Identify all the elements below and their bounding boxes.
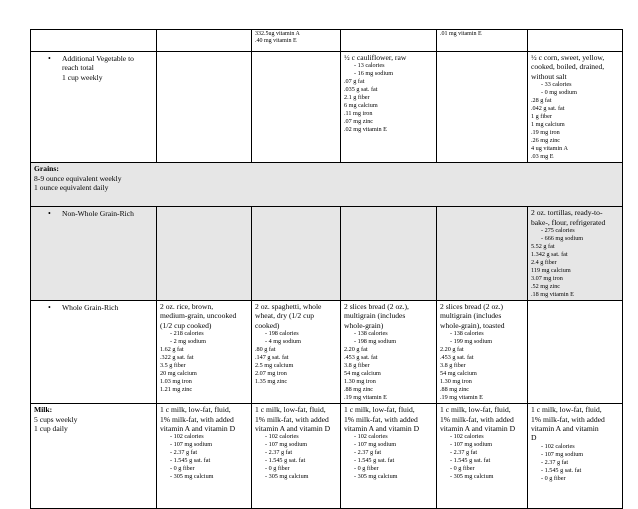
cell-empty (157, 52, 252, 163)
corn-cell: ½ c corn, sweet, yellow, cooked, boiled, drained, without salt - 33 calories - 0 mg sodium .28 g fat .042 g sat. fat 1 g fiber 1 mg calcium .19 mg iron .26 mg zinc 4 ug vitamin A .03 mg E (528, 52, 623, 163)
cell-empty (157, 30, 252, 52)
bread-toasted-cell: 2 slices bread (2 oz.) multigrain (includes whole-grain), toasted - 138 calories - 199 mg sodium 2.20 g fat .453 g sat. fat 3.8 g fiber 54 mg calcium 1.30 mg iron .88 mg zinc .19 mg vitamin E (437, 301, 528, 404)
milk-cell: 1 c milk, low-fat, fluid, 1% milk-fat, with added vitamin A and vitamin D - 102 calories - 107 mg sodium - 2.37 g fat - 1.545 g sat. fat - 0 g fiber - 305 mg calcium (341, 404, 437, 509)
grains-header-cell: Grains: 8-9 ounce equivalent weekly 1 ounce equivalent daily (31, 163, 623, 207)
non-whole-grain-label: • Non-Whole Grain-Rich (31, 207, 157, 301)
tortillas-cell: 2 oz. tortillas, ready-to- bake-, flour, refrigerated - 275 calories - 666 mg sodium 5.52 g fat 1.342 g sat. fat 2.4 g fiber 119 mg calcium 3.07 mg iron .52 mg zinc .18 mg vitamin E (528, 207, 623, 301)
cauliflower-cell: ½ c cauliflower, raw - 13 calories - 16 mg sodium .07 g fat .035 g sat. fat 2.1 g fiber 6 mg calcium .11 mg iron .07 mg zinc .02 mg vitamin E (341, 52, 437, 163)
cell-empty (528, 30, 623, 52)
milk-cell: 1 c milk, low-fat, fluid, 1% milk-fat, with added vitamin A and vitamin D - 102 calories - 107 mg sodium - 2.37 g fat - 1.545 g sat. fat - 0 g fiber - 305 mg calcium (157, 404, 252, 509)
whole-grain-label: • Whole Grain-Rich (31, 301, 157, 404)
milk-cell: 1 c milk, low-fat, fluid, 1% milk-fat, with added vitamin A and vitamin D - 102 calories - 107 mg sodium - 2.37 g fat - 1.545 g sat. fat - 0 g fiber - 305 mg calcium (252, 404, 341, 509)
milk-cell: 1 c milk, low-fat, fluid, 1% milk-fat, with added vitamin A and vitamin D - 102 calories - 107 mg sodium - 2.37 g fat - 1.545 g sat. fat - 0 g fiber - 305 mg calcium (437, 404, 528, 509)
cell-empty (31, 30, 157, 52)
milk-cell-last: 1 c milk, low-fat, fluid, 1% milk-fat, with added vitamin A and vitamin D - 102 calories - 107 mg sodium - 2.37 g fat - 1.545 g sat. fat - 0 g fiber (528, 404, 623, 509)
table-row (31, 404, 623, 509)
milk-header-cell: Milk: 5 cups weekly 1 cup daily (31, 404, 157, 509)
cell-empty (437, 207, 528, 301)
additional-vegetable-label: • Additional Vegetable to reach total 1 cup weekly (31, 52, 157, 163)
cell-empty (252, 52, 341, 163)
cell-top-col3: 332.5ug vitamin A .40 mg vitamin E (252, 30, 341, 52)
cell-empty (437, 52, 528, 163)
cell-empty (157, 207, 252, 301)
spaghetti-cell: 2 oz. spaghetti, whole wheat, dry (1/2 cup cooked) - 198 calories - 4 mg sodium .80 g fat .147 g sat. fat 2.5 mg calcium 2.07 mg iron 1.35 mg zinc (252, 301, 341, 404)
rice-cell: 2 oz. rice, brown, medium-grain, uncooked (1/2 cup cooked) - 218 calories - 2 mg sodium 1.62 g fat .322 g sat. fat 3.5 g fiber 20 mg calcium 1.03 mg iron 1.21 mg zinc (157, 301, 252, 404)
bread-multigrain-cell: 2 slices bread (2 oz.), multigrain (includes whole-grain) - 138 calories - 198 mg sodium 2.20 g fat .453 g sat. fat 3.8 g fiber 54 mg calcium 1.30 mg iron .88 mg zinc .19 mg vitamin E (341, 301, 437, 404)
cell-empty (528, 301, 623, 404)
bullet-icon: • (48, 54, 51, 63)
bullet-icon: • (48, 209, 51, 219)
cell-empty (252, 207, 341, 301)
table-row (31, 301, 623, 404)
nutrition-table (30, 29, 623, 509)
bullet-icon: • (48, 303, 51, 313)
table-row (31, 163, 623, 207)
cell-empty (341, 207, 437, 301)
table-row (31, 30, 623, 52)
cell-top-col5: .01 mg vitamin E (437, 30, 528, 52)
table-row (31, 52, 623, 163)
cell-empty (341, 30, 437, 52)
table-row (31, 207, 623, 301)
